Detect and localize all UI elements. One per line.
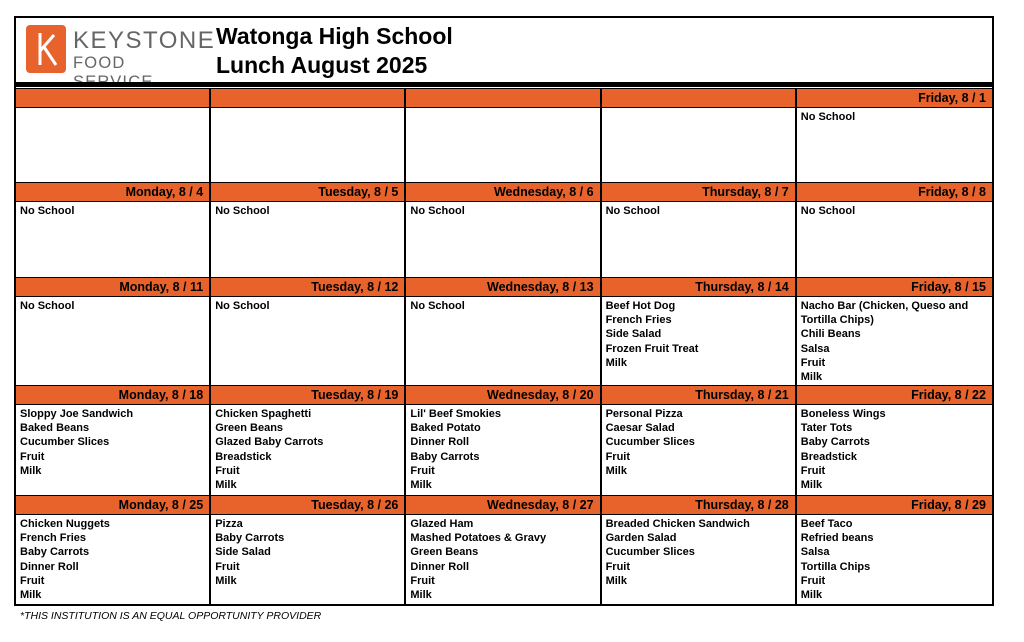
- menu-item: Milk: [800, 589, 823, 602]
- menu-item: Fruit: [215, 560, 240, 573]
- menu-item: No School: [410, 300, 465, 312]
- menu-item: Personal Pizza: [605, 408, 683, 420]
- menu-items: [16, 297, 209, 315]
- menu-item: Chicken Nuggets: [20, 518, 110, 530]
- day-cell: [797, 182, 992, 277]
- menu-item: Baby Carrots: [20, 546, 90, 559]
- menu-items: [602, 108, 795, 112]
- logo-text-food-service: FOOD: [73, 54, 126, 72]
- menu-item: No School: [20, 300, 75, 312]
- menu-items: [602, 405, 795, 480]
- menu-item: Milk: [20, 464, 42, 477]
- menu-item: Frozen Fruit Treat: [605, 342, 699, 355]
- week-row: [16, 277, 992, 385]
- menu-item: No School: [605, 205, 660, 217]
- menu-item: Caesar Salad: [605, 422, 675, 435]
- menu-item: Fruit: [800, 464, 826, 477]
- menu-items: [797, 202, 992, 220]
- menu-item: Baby Carrots: [800, 436, 870, 449]
- menu-item: Pizza: [215, 518, 243, 530]
- menu-items: [16, 108, 209, 112]
- week-row: [16, 385, 992, 495]
- day-cell: [602, 88, 797, 182]
- menu-items: [211, 515, 404, 590]
- day-header: [16, 88, 209, 108]
- menu-item: Milk: [605, 356, 627, 369]
- menu-item: Baby Carrots: [215, 532, 285, 545]
- day-cell: [211, 495, 406, 605]
- menu-items: [406, 405, 599, 494]
- menu-item: No School: [215, 300, 270, 312]
- day-cell: [211, 277, 406, 385]
- menu-items: [797, 297, 992, 386]
- menu-item: Fruit: [20, 450, 45, 463]
- day-header: Monday, 8 / 25: [16, 495, 209, 515]
- day-header: Thursday, 8 / 21: [602, 385, 795, 405]
- day-header: Thursday, 8 / 7: [602, 182, 795, 202]
- menu-item: Fruit: [800, 574, 826, 587]
- day-cell: [406, 277, 601, 385]
- menu-item: Breaded Chicken Sandwich: [605, 518, 750, 530]
- menu-item: Dinner Roll: [410, 560, 470, 573]
- menu-item: Lil' Beef Smokies: [410, 408, 502, 420]
- menu-item: Fruit: [215, 464, 240, 477]
- menu-item: Boneless Wings: [800, 408, 886, 420]
- day-header: Friday, 8 / 15: [797, 277, 992, 297]
- day-cell: [797, 88, 992, 182]
- menu-items: [406, 297, 599, 315]
- day-header: Monday, 8 / 11: [16, 277, 209, 297]
- day-cell: [16, 385, 211, 495]
- day-header: Friday, 8 / 1: [797, 88, 992, 108]
- menu-item: Sloppy Joe Sandwich: [20, 408, 134, 420]
- day-cell: [797, 385, 992, 495]
- menu-item: Fruit: [20, 574, 45, 587]
- day-header: Wednesday, 8 / 13: [406, 277, 599, 297]
- menu-item: Beef Hot Dog: [605, 300, 676, 312]
- menu-item: Fruit: [410, 464, 435, 477]
- menu-items: [602, 297, 795, 372]
- day-header: Wednesday, 8 / 20: [406, 385, 599, 405]
- menu-item: Salsa: [800, 342, 830, 355]
- menu-items: [406, 515, 599, 604]
- day-cell: [211, 88, 406, 182]
- menu-item: No School: [410, 205, 465, 217]
- menu-item: Glazed Ham: [410, 518, 474, 530]
- day-cell: [211, 385, 406, 495]
- menu-item: Fruit: [605, 450, 631, 463]
- day-cell: [602, 495, 797, 605]
- menu-item: Refried beans: [800, 532, 874, 545]
- menu-items: [406, 108, 599, 112]
- menu-item: Nacho Bar (Chicken, Queso and Tortilla Chips): [800, 300, 969, 327]
- calendar-grid: [16, 88, 992, 605]
- menu-item: Mashed Potatoes & Gravy: [410, 532, 547, 545]
- menu-items: [797, 405, 992, 494]
- menu-item: Milk: [605, 464, 627, 477]
- menu-calendar: [14, 16, 994, 606]
- menu-items: [797, 108, 992, 126]
- menu-item: Cucumber Slices: [605, 546, 695, 559]
- day-header: Thursday, 8 / 14: [602, 277, 795, 297]
- day-cell: [211, 182, 406, 277]
- footer-disclaimer: *THIS INSTITUTION IS AN EQUAL OPPORTUNITY PROVIDER: [20, 610, 322, 622]
- day-header: Wednesday, 8 / 6: [406, 182, 599, 202]
- menu-item: Fruit: [605, 560, 631, 573]
- day-header: Monday, 8 / 4: [16, 182, 209, 202]
- day-cell: [406, 385, 601, 495]
- day-cell: [797, 495, 992, 605]
- day-header: Friday, 8 / 8: [797, 182, 992, 202]
- menu-item: Side Salad: [605, 328, 662, 341]
- menu-item: No School: [215, 205, 270, 217]
- menu-items: [211, 202, 404, 220]
- menu-items: [797, 515, 992, 604]
- day-header: Friday, 8 / 29: [797, 495, 992, 515]
- week-row: [16, 88, 992, 182]
- menu-item: Baked Beans: [20, 422, 90, 435]
- day-header: Tuesday, 8 / 12: [211, 277, 404, 297]
- menu-item: No School: [20, 205, 75, 217]
- menu-item: Garden Salad: [605, 532, 677, 545]
- day-cell: [406, 88, 601, 182]
- menu-item: Cucumber Slices: [605, 436, 695, 449]
- menu-item: Dinner Roll: [20, 560, 79, 573]
- page-title: [216, 22, 453, 80]
- day-header: Tuesday, 8 / 5: [211, 182, 404, 202]
- day-header: Tuesday, 8 / 19: [211, 385, 404, 405]
- day-cell: [406, 182, 601, 277]
- menu-item: Dinner Roll: [410, 436, 470, 449]
- menu-items: [211, 297, 404, 315]
- day-header: [602, 88, 795, 108]
- menu-item: Breadstick: [800, 450, 858, 463]
- menu-item: Milk: [410, 479, 432, 492]
- menu-item: Fruit: [410, 574, 435, 587]
- menu-item: No School: [800, 205, 856, 217]
- day-header: [211, 88, 404, 108]
- menu-items: [16, 202, 209, 220]
- menu-item: Milk: [800, 479, 823, 492]
- menu-items: [16, 515, 209, 604]
- menu-item: Baked Potato: [410, 422, 481, 435]
- menu-item: Side Salad: [215, 546, 271, 559]
- menu-item: Milk: [800, 371, 823, 384]
- menu-item: Green Beans: [215, 422, 284, 435]
- keystone-logo: [26, 25, 216, 77]
- menu-items: [602, 202, 795, 220]
- day-header: Tuesday, 8 / 26: [211, 495, 404, 515]
- menu-item: Tortilla Chips: [800, 560, 871, 573]
- menu-item: Chicken Spaghetti: [215, 408, 312, 420]
- menu-item: French Fries: [20, 532, 87, 545]
- menu-item: Milk: [215, 574, 237, 587]
- day-header: [406, 88, 599, 108]
- day-cell: [602, 385, 797, 495]
- menu-items: [211, 108, 404, 112]
- day-cell: [797, 277, 992, 385]
- day-cell: [406, 495, 601, 605]
- menu-items: [406, 202, 599, 220]
- menu-month: Lunch August 2025: [216, 52, 428, 78]
- menu-items: [211, 405, 404, 494]
- day-cell: [16, 495, 211, 605]
- menu-items: [602, 515, 795, 590]
- day-cell: [602, 277, 797, 385]
- school-name: Watonga High School: [216, 23, 453, 49]
- menu-item: No School: [800, 111, 856, 123]
- day-header: Monday, 8 / 18: [16, 385, 209, 405]
- day-header: Thursday, 8 / 28: [602, 495, 795, 515]
- menu-item: Beef Taco: [800, 518, 853, 530]
- menu-item: Glazed Baby Carrots: [215, 436, 324, 449]
- menu-items: [16, 405, 209, 480]
- week-row: [16, 182, 992, 277]
- logo-text-keystone: KEYSTONE: [73, 27, 216, 54]
- menu-item: French Fries: [605, 314, 672, 327]
- menu-item: Tater Tots: [800, 422, 853, 435]
- menu-item: Milk: [215, 479, 237, 492]
- menu-item: Salsa: [800, 546, 830, 559]
- day-cell: [16, 277, 211, 385]
- menu-item: Milk: [410, 589, 432, 602]
- keystone-k-icon: [26, 25, 66, 73]
- day-cell: [16, 182, 211, 277]
- week-row: [16, 495, 992, 605]
- menu-item: Milk: [20, 589, 42, 602]
- day-header: Wednesday, 8 / 27: [406, 495, 599, 515]
- menu-item: Fruit: [800, 356, 826, 369]
- menu-item: Milk: [605, 574, 627, 587]
- day-cell: [602, 182, 797, 277]
- day-cell: [16, 88, 211, 182]
- menu-item: Green Beans: [410, 546, 479, 559]
- day-header: Friday, 8 / 22: [797, 385, 992, 405]
- header: [16, 18, 992, 84]
- menu-item: Breadstick: [215, 450, 272, 463]
- menu-item: Baby Carrots: [410, 450, 480, 463]
- menu-item: Cucumber Slices: [20, 436, 110, 449]
- menu-item: Chili Beans: [800, 328, 861, 341]
- header-divider: [16, 82, 992, 87]
